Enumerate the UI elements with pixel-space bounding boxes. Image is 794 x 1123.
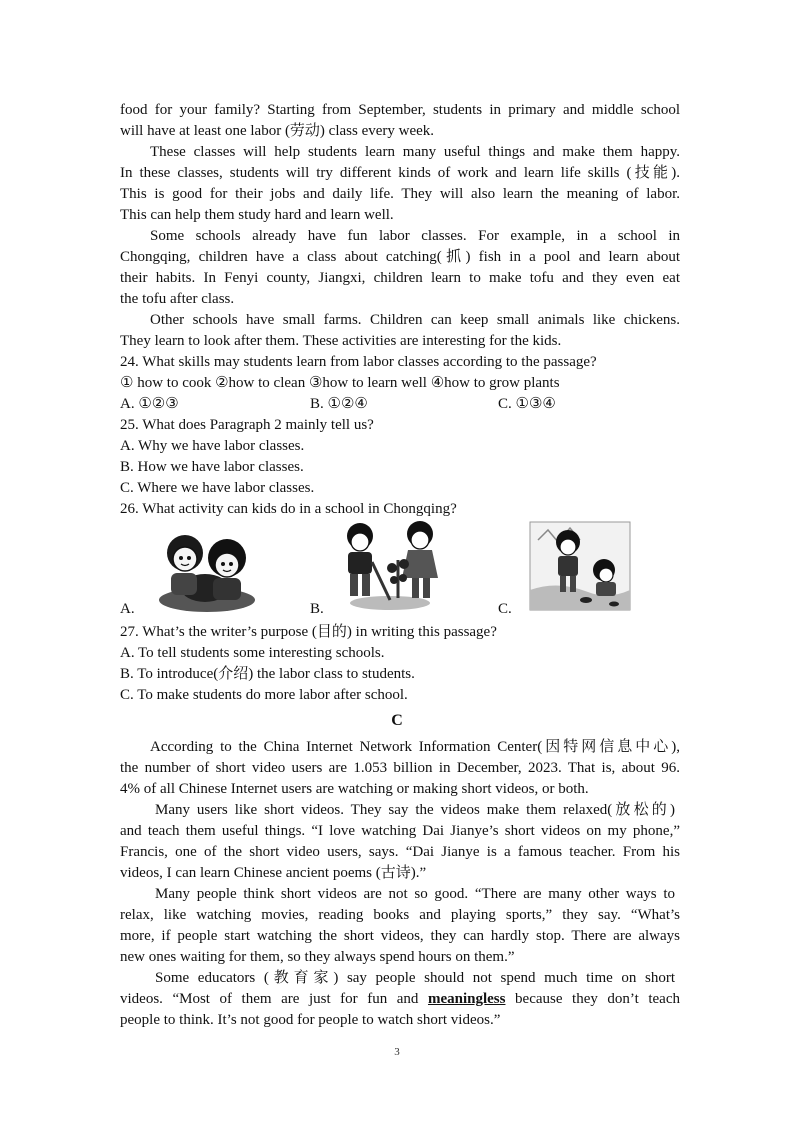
line-text-after: because they don’t teach (505, 991, 681, 1007)
passage-line: Many users like short videos. They say the videos make them relaxed(放松的) (155, 802, 675, 818)
passage-line: Some educators (教育家) say people should not spend much time on short (155, 970, 675, 986)
question-24-option-b[interactable]: B. ①②④ (310, 396, 368, 412)
passage-line: Many people think short videos are not so good. “There are many other ways to (155, 886, 675, 902)
page-number: 3 (394, 1046, 400, 1058)
passage-line: relax, like watching movies, reading books and playing sports,” they say. “What’s (120, 907, 680, 923)
picture-option-c (528, 520, 632, 612)
section-c-heading: C (391, 712, 403, 729)
question-27-option-b[interactable]: B. To introduce(介绍) the labor class to students. (120, 666, 415, 682)
passage-line: will have at least one labor (劳动) class every week. (120, 123, 435, 139)
passage-line: videos, I can learn Chinese ancient poems (古诗).” (120, 865, 427, 881)
passage-line: new ones waiting for them, so they always spend hours on them.” (120, 949, 515, 965)
passage-line: Francis, one of the short video users, says. “Dai Jianye is a famous teacher. From his (120, 844, 680, 860)
picture-option-a (155, 528, 260, 613)
question-25-option-b[interactable]: B. How we have labor classes. (120, 459, 304, 475)
question-24-items: ① how to cook ②how to clean ③how to learn well ④how to grow plants (120, 375, 560, 391)
passage-line: Some schools already have fun labor classes. For example, in a school in (150, 228, 680, 244)
question-25-option-c[interactable]: C. Where we have labor classes. (120, 480, 315, 496)
passage-line: the number of short video users are 1.053 billion in December, 2023. That is, about 96. (120, 760, 680, 776)
passage-line: This is good for their jobs and daily life. They will also learn the meaning of labor. (120, 186, 680, 202)
question-27-option-a[interactable]: A. To tell students some interesting schools. (120, 645, 385, 661)
passage-line: According to the China Internet Network Information Center(因特网信息中心), (150, 739, 680, 755)
passage-line: more, if people start watching the short videos, they can hardly stop. There are always (120, 928, 680, 944)
question-27-option-c[interactable]: C. To make students do more labor after school. (120, 687, 408, 703)
passage-line: their habits. In Fenyi county, Jiangxi, children learn to make tofu and they even eat (120, 270, 680, 286)
passage-line-with-keyword (120, 989, 680, 1010)
passage-line: the tofu after class. (120, 291, 235, 307)
picture-option-c-label[interactable]: C. (498, 601, 512, 617)
question-25-option-a[interactable]: A. Why we have labor classes. (120, 438, 305, 454)
picture-option-a-label[interactable]: A. (120, 601, 135, 617)
question-24-option-c[interactable]: C. ①③④ (498, 396, 556, 412)
line-text-before: videos. “Most of them are just for fun and (120, 991, 428, 1007)
passage-line: Chongqing, children have a class about catching(抓) fish in a pool and learn about (120, 249, 680, 265)
passage-line: and teach them useful things. “I love watching Dai Jianye’s short videos on my phone,” (120, 823, 680, 839)
passage-line: food for your family? Starting from September, students in primary and middle school (120, 102, 680, 118)
question-26-stem: 26. What activity can kids do in a school in Chongqing? (120, 501, 457, 517)
passage-line: 4% of all Chinese Internet users are watching or making short videos, or both. (120, 781, 589, 797)
passage-line: people to think. It’s not good for people to watch short videos.” (120, 1012, 501, 1028)
keyword-meaningless: meaningless (427, 991, 506, 1007)
question-24-option-a[interactable]: A. ①②③ (120, 396, 179, 412)
passage-line: Other schools have small farms. Children can keep small animals like chickens. (150, 312, 680, 328)
question-24-stem: 24. What skills may students learn from labor classes according to the passage? (120, 354, 597, 370)
question-25-stem: 25. What does Paragraph 2 mainly tell us? (120, 417, 374, 433)
question-27-stem: 27. What’s the writer’s purpose (目的) in writing this passage? (120, 624, 497, 640)
passage-line: This can help them study hard and learn well. (120, 207, 394, 223)
passage-line: These classes will help students learn many useful things and make them happy. (150, 144, 680, 160)
picture-option-b-label[interactable]: B. (310, 601, 324, 617)
passage-line: In these classes, students will try different kinds of work and learn life skills (技能). (120, 165, 680, 181)
picture-option-b (330, 518, 445, 613)
passage-line: They learn to look after them. These activities are interesting for the kids. (120, 333, 562, 349)
